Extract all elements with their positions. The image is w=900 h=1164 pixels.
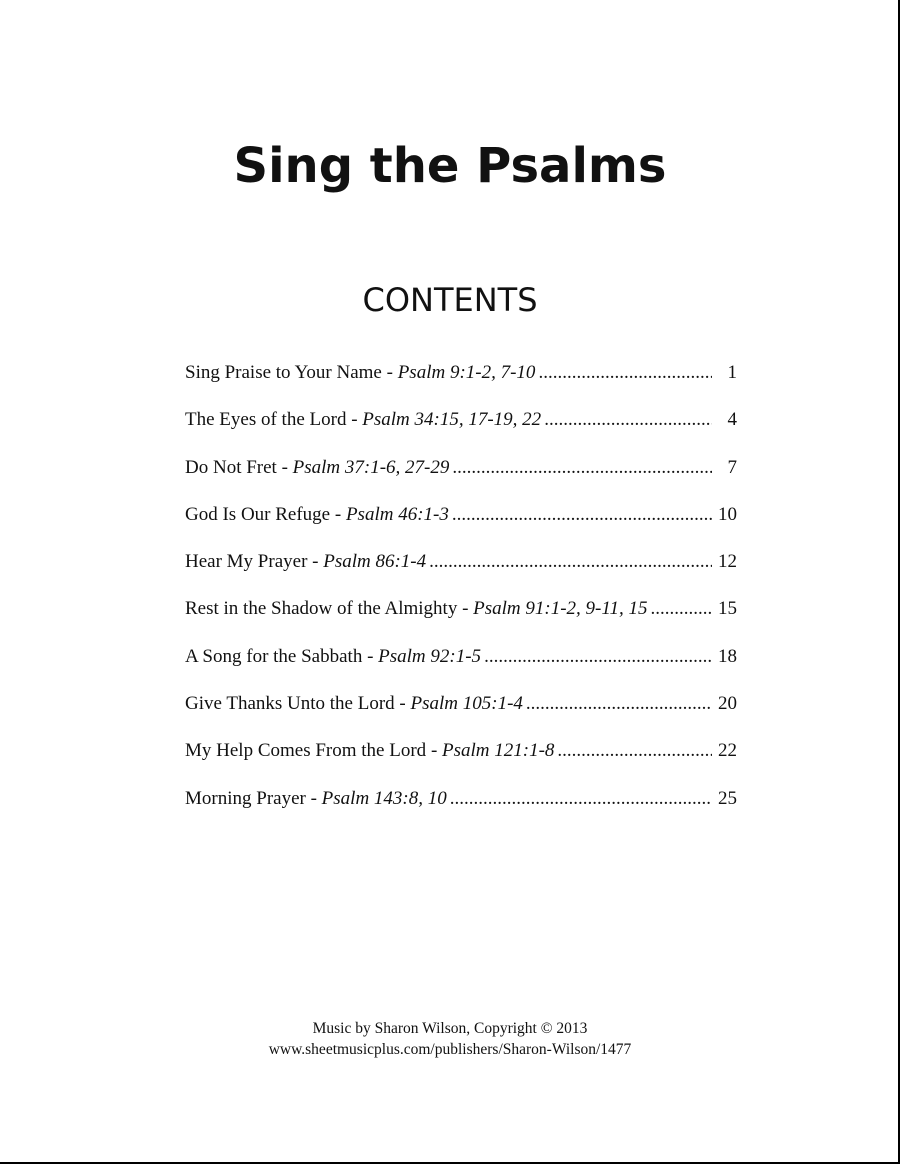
toc-entry: [185, 693, 737, 740]
toc-entry-page-number: 1: [727, 362, 737, 383]
toc-entry-separator: -: [394, 693, 411, 715]
toc-entry-title: Rest in the Shadow of the Almighty: [185, 598, 458, 620]
toc-entry-title: Give Thanks Unto the Lord: [185, 693, 395, 715]
toc-entry: [185, 598, 737, 645]
toc-entry-separator: -: [307, 551, 324, 573]
copyright-credit: Music by Sharon Wilson, Copyright © 2013: [312, 1020, 588, 1037]
toc-entry-separator: -: [426, 740, 443, 762]
footer: [0, 1018, 900, 1060]
toc-entry-title: Do Not Fret: [185, 456, 277, 478]
publisher-url: www.sheetmusicplus.com/publishers/Sharon-Wilson/1477: [268, 1041, 632, 1058]
toc-entry-page-number: 7: [727, 456, 737, 478]
dot-leader: [450, 788, 712, 810]
toc-entry-separator: -: [276, 456, 293, 478]
toc-entry-page-number: 20: [718, 693, 737, 715]
toc-entry-psalm-reference: Psalm 9:1-2, 7-10: [397, 362, 536, 383]
dot-leader: [452, 504, 712, 526]
toc-entry-title: God Is Our Refuge: [185, 503, 331, 525]
toc-entry: [185, 788, 737, 835]
toc-entry-title: Sing Praise to Your Name: [185, 362, 382, 383]
toc-entry-page-number: 18: [718, 645, 737, 667]
toc-entry-page-number: 12: [718, 551, 737, 573]
contents-heading: CONTENTS: [362, 281, 538, 319]
toc-entry-psalm-reference: Psalm 46:1-3: [345, 503, 449, 525]
toc-entry-separator: -: [346, 409, 363, 431]
toc-entry: [185, 504, 737, 551]
dot-leader: [650, 598, 712, 620]
toc-entry-title: My Help Comes From the Lord: [185, 740, 427, 762]
table-of-contents: [185, 362, 737, 835]
dot-leader: [544, 409, 712, 431]
toc-entry-psalm-reference: Psalm 143:8, 10: [321, 787, 447, 809]
page-title: Sing the Psalms: [233, 138, 667, 194]
toc-entry-psalm-reference: Psalm 37:1-6, 27-29: [292, 456, 450, 478]
toc-entry-page-number: 4: [727, 409, 737, 431]
toc-entry-title: The Eyes of the Lord: [185, 409, 347, 431]
dot-leader: [484, 646, 712, 668]
toc-entry-title: Hear My Prayer: [185, 551, 308, 573]
toc-entry-psalm-reference: Psalm 86:1-4: [323, 551, 427, 573]
toc-entry-page-number: 10: [718, 503, 737, 525]
toc-entry-title: Morning Prayer: [185, 787, 306, 809]
toc-entry: [185, 362, 737, 409]
toc-entry-page-number: 22: [718, 740, 737, 762]
dot-leader: [452, 457, 712, 479]
toc-entry-separator: -: [305, 787, 322, 809]
toc-entry-separator: -: [330, 503, 346, 525]
toc-entry-psalm-reference: Psalm 121:1-8: [442, 740, 555, 762]
toc-entry-page-number: 25: [718, 787, 737, 809]
toc-entry: [185, 740, 737, 787]
dot-leader: [538, 362, 712, 384]
toc-entry-separator: -: [381, 362, 398, 383]
toc-entry: [185, 409, 737, 456]
toc-entry-psalm-reference: Psalm 34:15, 17-19, 22: [362, 409, 542, 431]
toc-entry-separator: -: [362, 645, 379, 667]
dot-leader: [429, 551, 712, 573]
dot-leader: [526, 693, 712, 715]
toc-entry: [185, 551, 737, 598]
toc-entry-psalm-reference: Psalm 105:1-4: [410, 693, 523, 715]
toc-entry-psalm-reference: Psalm 92:1-5: [378, 645, 482, 667]
toc-entry: [185, 646, 737, 693]
toc-entry-separator: -: [457, 598, 474, 620]
dot-leader: [557, 740, 712, 762]
toc-entry-page-number: 15: [718, 598, 737, 620]
toc-entry-psalm-reference: Psalm 91:1-2, 9-11, 15: [473, 598, 648, 620]
toc-entry: [185, 457, 737, 504]
toc-entry-title: A Song for the Sabbath: [185, 645, 363, 667]
